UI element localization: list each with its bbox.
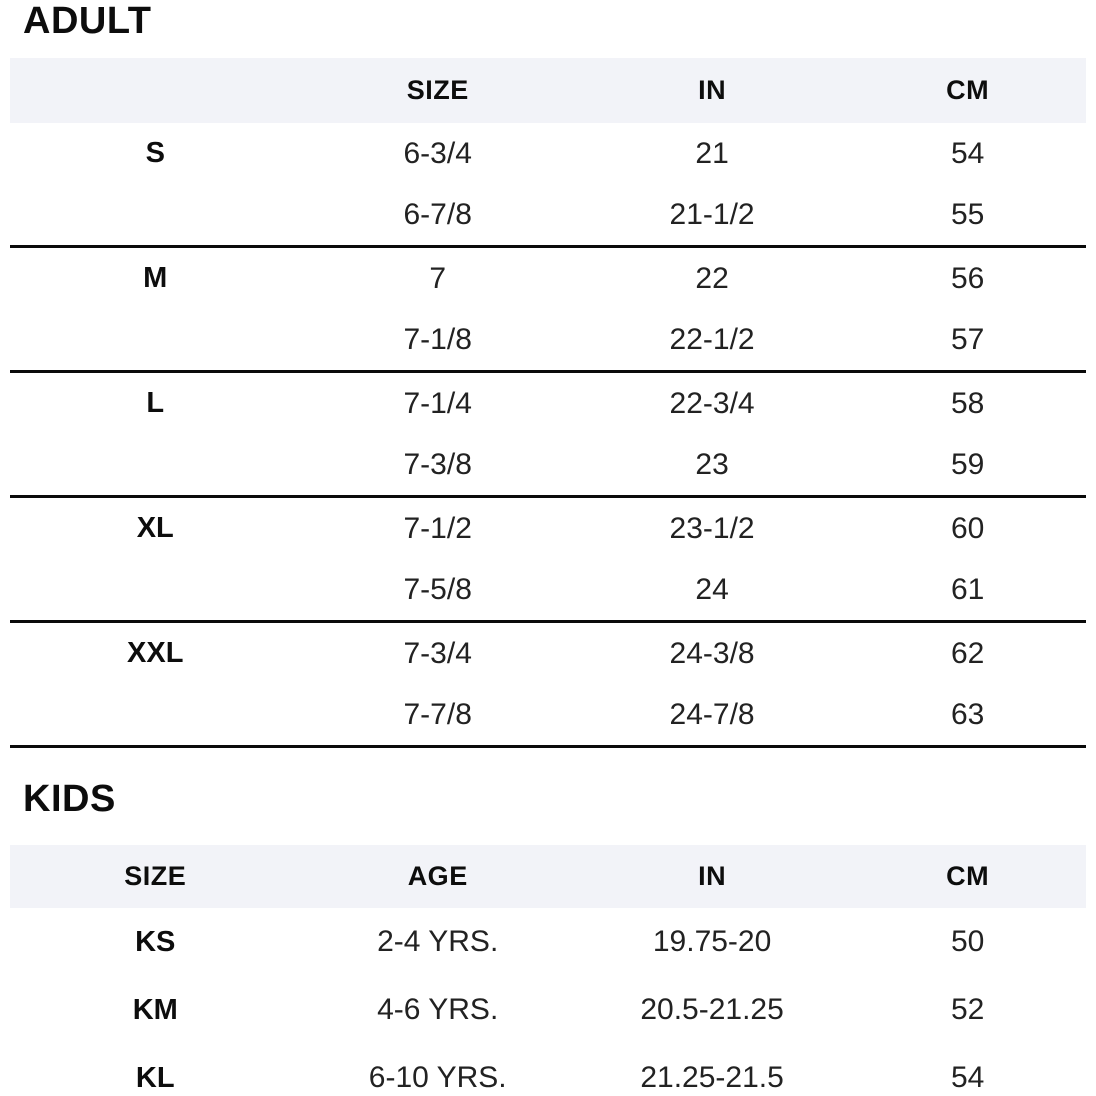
adult-section-title: ADULT bbox=[23, 0, 152, 42]
adult-header-row bbox=[10, 58, 1086, 123]
kids-size-table bbox=[10, 845, 1086, 1096]
size-value: 7-7/8 bbox=[403, 697, 472, 731]
in-value: 22-3/4 bbox=[669, 386, 755, 420]
size-label-xl: XL bbox=[136, 512, 174, 544]
size-label-blank bbox=[10, 184, 301, 247]
kids-header-age: AGE bbox=[301, 845, 575, 908]
age-value: 2-4 YRS. bbox=[377, 925, 499, 958]
in-value: 23-1/2 bbox=[669, 511, 755, 545]
in-value: 23 bbox=[695, 447, 729, 481]
table-row bbox=[10, 497, 1086, 560]
size-value: 7-3/4 bbox=[403, 636, 472, 670]
cm-value: 60 bbox=[950, 511, 985, 545]
table-row bbox=[10, 372, 1086, 435]
in-value: 24-7/8 bbox=[669, 697, 755, 731]
kids-header-row bbox=[10, 845, 1086, 908]
in-value: 24-3/8 bbox=[669, 636, 755, 670]
in-value: 19.75-20 bbox=[652, 925, 772, 958]
table-row bbox=[10, 622, 1086, 685]
table-row bbox=[10, 184, 1086, 247]
adult-table-header bbox=[10, 58, 1086, 123]
size-label-s: S bbox=[145, 137, 165, 169]
cm-value: 54 bbox=[950, 136, 985, 170]
kids-header-in: IN bbox=[575, 845, 849, 908]
table-row bbox=[10, 247, 1086, 310]
in-value: 22 bbox=[695, 261, 729, 295]
kids-header-cm: CM bbox=[849, 845, 1086, 908]
size-label-l: L bbox=[146, 387, 165, 419]
cm-value: 50 bbox=[950, 925, 985, 958]
cm-value: 61 bbox=[950, 572, 985, 606]
kids-header-size: SIZE bbox=[10, 845, 301, 908]
adult-header-cm: CM bbox=[849, 58, 1086, 123]
size-value: 7-1/8 bbox=[403, 322, 472, 356]
size-value: 6-7/8 bbox=[403, 197, 472, 231]
size-label-km: KM bbox=[132, 993, 178, 1026]
adult-header-in: IN bbox=[575, 58, 849, 123]
adult-group-xl bbox=[10, 497, 1086, 622]
cm-value: 59 bbox=[950, 447, 985, 481]
size-value: 7 bbox=[429, 261, 447, 295]
size-label-xxl: XXL bbox=[127, 637, 184, 669]
size-label-kl: KL bbox=[135, 1061, 175, 1094]
table-row bbox=[10, 684, 1086, 747]
cm-value: 56 bbox=[950, 261, 985, 295]
adult-header-blank bbox=[10, 58, 301, 123]
adult-group-l bbox=[10, 372, 1086, 497]
in-value: 24 bbox=[695, 572, 729, 606]
age-value: 6-10 YRS. bbox=[368, 1061, 507, 1094]
kids-table-body bbox=[10, 908, 1086, 1096]
in-value: 21 bbox=[695, 136, 729, 170]
size-label-blank bbox=[10, 309, 301, 372]
adult-header-size: SIZE bbox=[301, 58, 575, 123]
table-row bbox=[10, 976, 1086, 1044]
table-row bbox=[10, 309, 1086, 372]
in-value: 22-1/2 bbox=[669, 322, 755, 356]
adult-group-s bbox=[10, 123, 1086, 247]
in-value: 20.5-21.25 bbox=[640, 993, 784, 1026]
adult-size-table bbox=[10, 58, 1086, 748]
table-row bbox=[10, 559, 1086, 622]
in-value: 21.25-21.5 bbox=[640, 1061, 784, 1094]
size-label-blank bbox=[10, 434, 301, 497]
cm-value: 63 bbox=[950, 697, 985, 731]
cm-value: 58 bbox=[950, 386, 985, 420]
size-label-ks: KS bbox=[135, 925, 176, 958]
cm-value: 52 bbox=[950, 993, 985, 1026]
table-row bbox=[10, 434, 1086, 497]
size-value: 6-3/4 bbox=[403, 136, 472, 170]
adult-group-m bbox=[10, 247, 1086, 372]
table-row bbox=[10, 908, 1086, 976]
table-row bbox=[10, 1044, 1086, 1096]
size-label-blank bbox=[10, 684, 301, 747]
kids-table-header bbox=[10, 845, 1086, 908]
size-label-blank bbox=[10, 559, 301, 622]
size-value: 7-1/2 bbox=[403, 511, 472, 545]
table-row bbox=[10, 123, 1086, 184]
kids-section-title: KIDS bbox=[23, 778, 116, 820]
cm-value: 54 bbox=[950, 1061, 985, 1094]
age-value: 4-6 YRS. bbox=[377, 993, 499, 1026]
size-value: 7-3/8 bbox=[403, 447, 472, 481]
cm-value: 62 bbox=[950, 636, 985, 670]
adult-group-xxl bbox=[10, 622, 1086, 747]
cm-value: 57 bbox=[950, 322, 985, 356]
cm-value: 55 bbox=[950, 197, 985, 231]
size-label-m: M bbox=[143, 262, 168, 294]
size-value: 7-5/8 bbox=[403, 572, 472, 606]
in-value: 21-1/2 bbox=[669, 197, 755, 231]
size-value: 7-1/4 bbox=[403, 386, 472, 420]
